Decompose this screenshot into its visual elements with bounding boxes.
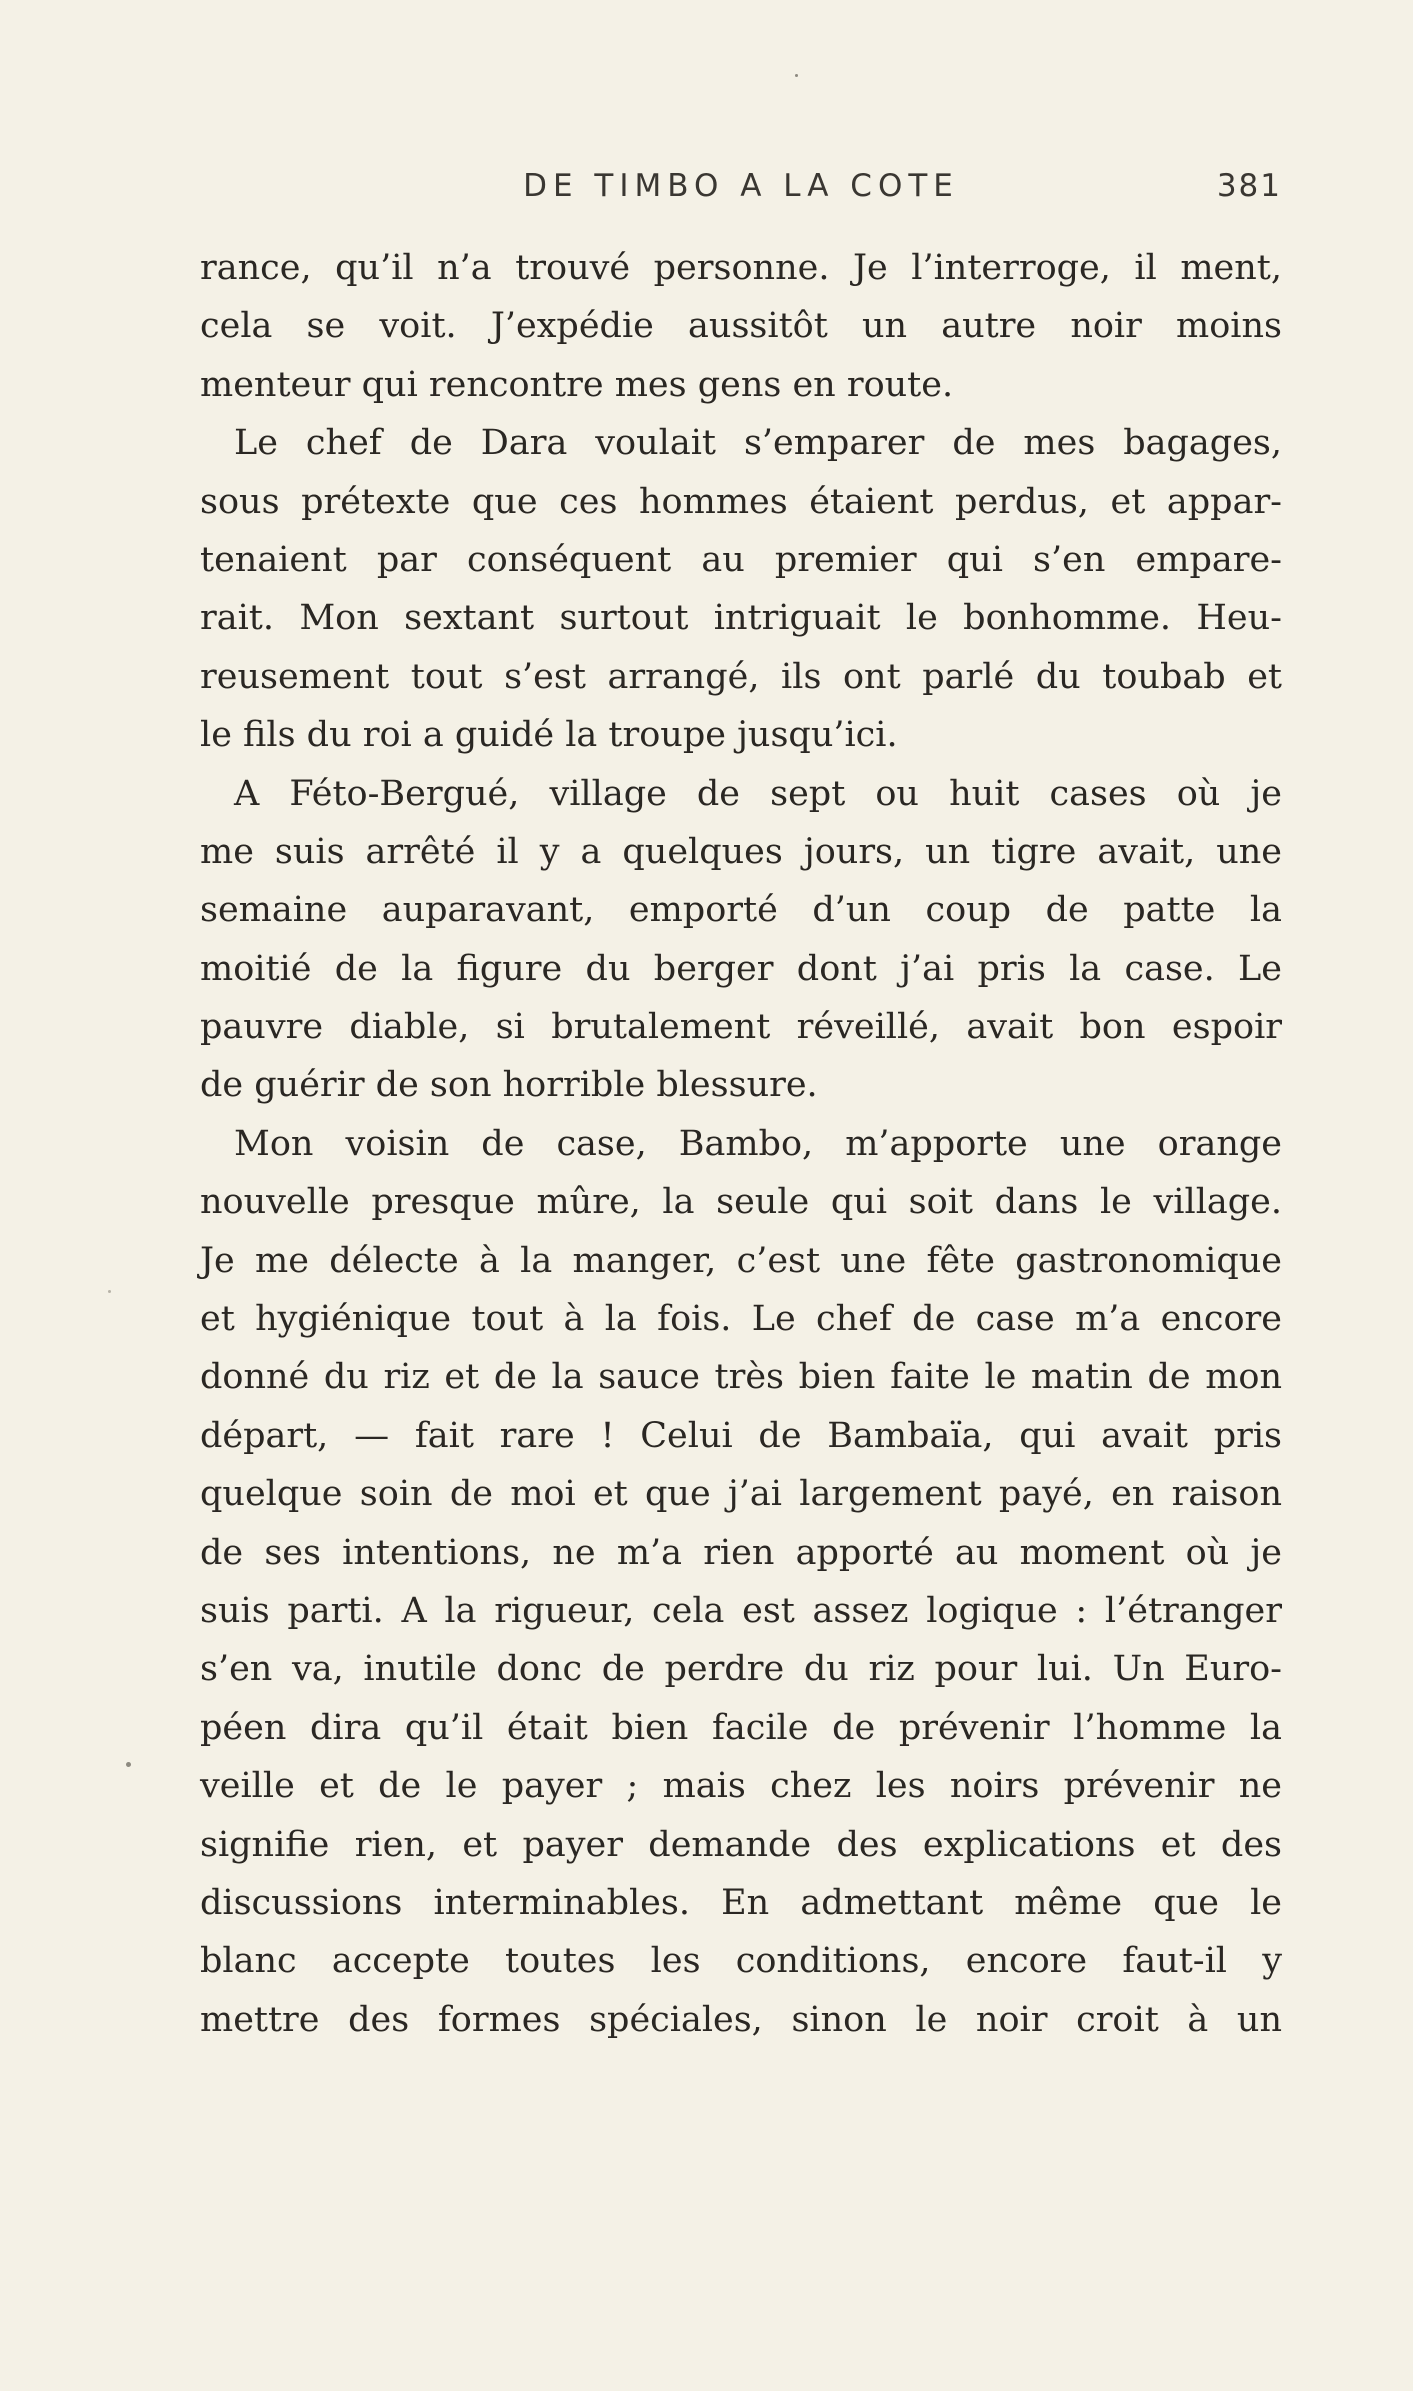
text-line: suis parti. A la rigueur, cela est assez logique : l’étranger: [200, 1590, 1282, 1631]
text-line: pauvre diable, si brutalement réveillé, avait bon espoir: [200, 1007, 1282, 1048]
text-line: discussions interminables. En admettant même que le: [200, 1882, 1282, 1923]
text-line: blanc accepte toutes les conditions, encore faut-il y: [200, 1941, 1282, 1982]
text-line: me suis arrêté il y a quelques jours, un tigre avait, une: [200, 831, 1282, 872]
text-line: donné du riz et de la sauce très bien faite le matin de mon: [200, 1357, 1282, 1398]
specks: [126, 1762, 131, 1767]
text-line: le fils du roi a guidé la troupe jusqu’ici.: [200, 715, 898, 756]
text-line: semaine auparavant, emporté d’un coup de patte la: [200, 890, 1282, 931]
running-title: DE TIMBO A LA COTE: [523, 168, 959, 204]
text-line: A Féto-Bergué, village de sept ou huit cases où je: [234, 773, 1282, 814]
text-line: mettre des formes spéciales, sinon le noir croit à un: [200, 1999, 1282, 2040]
text-line: reusement tout s’est arrangé, ils ont parlé du toubab et: [200, 656, 1282, 697]
text-line: veille et de le payer ; mais chez les noirs prévenir ne: [200, 1766, 1282, 1807]
text-line: sous prétexte que ces hommes étaient perdus, et appar-: [200, 481, 1282, 522]
text-line: Je me délecte à la manger, c’est une fête gastronomique: [200, 1240, 1282, 1281]
running-head: [200, 168, 1282, 212]
text-line: quelque soin de moi et que j’ai largement payé, en raison: [200, 1474, 1282, 1515]
text-line: de ses intentions, ne m’a rien apporté au moment où je: [200, 1532, 1282, 1573]
text-line: et hygiénique tout à la fois. Le chef de case m’a encore: [200, 1299, 1282, 1340]
text-line: moitié de la figure du berger dont j’ai pris la case. Le: [200, 948, 1282, 989]
text-line: tenaient par conséquent au premier qui s’en empare-: [200, 539, 1282, 580]
text-line: Mon voisin de case, Bambo, m’apporte une orange: [234, 1123, 1282, 1164]
text-line: départ, — fait rare ! Celui de Bambaïa, qui avait pris: [200, 1415, 1282, 1456]
body-text: [200, 239, 1282, 2049]
specks: [795, 74, 798, 77]
text-line: rance, qu’il n’a trouvé personne. Je l’interroge, il ment,: [200, 248, 1282, 288]
text-line: nouvelle presque mûre, la seule qui soit dans le village.: [200, 1182, 1282, 1223]
text-line: rait. Mon sextant surtout intriguait le bonhomme. Heu-: [200, 598, 1282, 639]
text-line: s’en va, inutile donc de perdre du riz pour lui. Un Euro-: [200, 1649, 1282, 1690]
page-number: 381: [1216, 168, 1282, 204]
text-line: menteur qui rencontre mes gens en route.: [200, 364, 954, 405]
text-line: de guérir de son horrible blessure.: [200, 1065, 818, 1106]
text-line: Le chef de Dara voulait s’emparer de mes bagages,: [234, 423, 1282, 464]
specks: [108, 1290, 111, 1293]
text-line: signifie rien, et payer demande des explications et des: [200, 1824, 1282, 1865]
text-line: cela se voit. J’expédie aussitôt un autre noir moins: [200, 306, 1282, 347]
text-line: péen dira qu’il était bien facile de prévenir l’homme la: [200, 1707, 1282, 1748]
